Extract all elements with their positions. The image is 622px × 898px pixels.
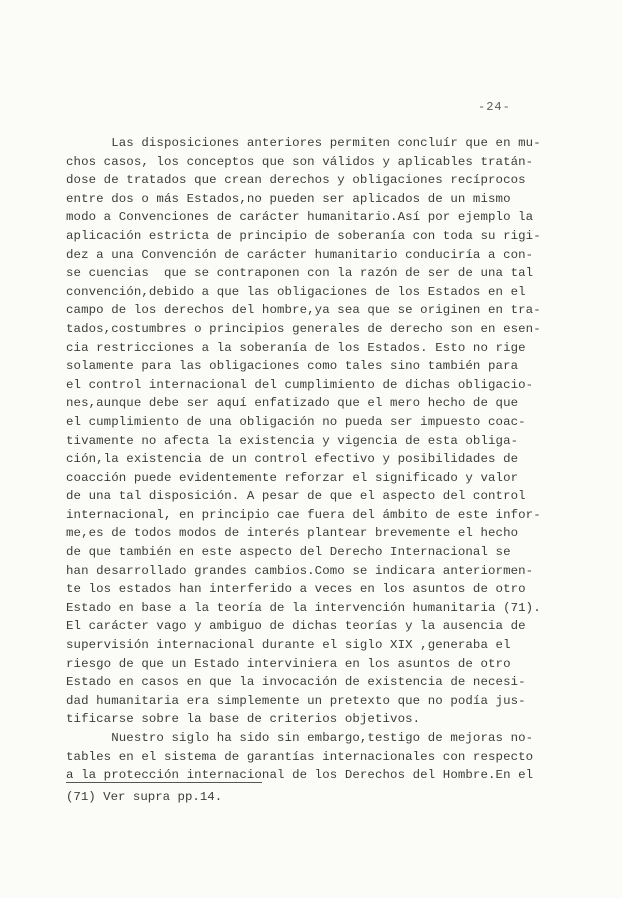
text-line: ción,la existencia de un control efectivo y posibilidades de xyxy=(66,452,519,467)
text-line: se cuencias que se contraponen con la razón de ser de una tal xyxy=(66,266,534,281)
text-line: a la protección internacional de los Derechos del Hombre.En el xyxy=(66,768,534,783)
text-line: nes,aunque debe ser aquí enfatizado que el mero hecho de que xyxy=(66,396,519,411)
page-number: -24- xyxy=(478,100,511,114)
text-line: tificarse sobre la base de criterios objetivos. xyxy=(66,712,421,727)
text-line: riesgo de que un Estado interviniera en los asuntos de otro xyxy=(66,656,511,671)
text-line: Las disposiciones anteriores permiten concluír que en mu- xyxy=(66,136,541,150)
text-line: internacional, en principio cae fuera del ámbito de este infor- xyxy=(66,507,541,522)
text-line: modo a Convenciones de carácter humanitario.Así por ejemplo la xyxy=(66,210,534,225)
text-line: supervisión internacional durante el siglo XIX ,generaba el xyxy=(66,638,511,653)
text-line: Estado en base a la teoría de la intervención humanitaria (71). xyxy=(66,600,541,615)
text-line: el control internacional del cumplimiento de dichas obligacio- xyxy=(66,377,534,392)
text-line: Nuestro siglo ha sido sin embargo,testigo de mejoras no- xyxy=(66,731,534,745)
text-line: campo de los derechos del hombre,ya sea que se originen en tra- xyxy=(66,303,541,318)
text-line: cia restricciones a la soberanía de los Estados. Esto no rige xyxy=(66,340,526,355)
text-line: entre dos o más Estados,no pueden ser aplicados de un mismo xyxy=(66,191,511,206)
text-line: de que también en este aspecto del Derecho Internacional se xyxy=(66,545,511,560)
footnote-divider xyxy=(66,782,262,783)
text-line: han desarrollado grandes cambios.Como se indicara anteriormen- xyxy=(66,563,534,578)
text-line: convención,debido a que las obligaciones de los Estados en el xyxy=(66,284,526,299)
text-line: tados,costumbres o principios generales de derecho son en esen- xyxy=(66,321,541,336)
text-line: tivamente no afecta la existencia y vigencia de esta obliga- xyxy=(66,433,519,448)
text-line: me,es de todos modos de interés plantear brevemente el hecho xyxy=(66,526,519,541)
text-line: aplicación estricta de principio de soberanía con toda su rigi- xyxy=(66,228,541,243)
text-line: coacción puede evidentemente reforzar el significado y valor xyxy=(66,470,519,485)
text-line: dez a una Convención de carácter humanitario conduciría a con- xyxy=(66,247,534,262)
text-line: tables en el sistema de garantías internacionales con respecto xyxy=(66,749,534,764)
text-line: dad humanitaria era simplemente un pretexto que no podía jus- xyxy=(66,693,526,708)
text-line: el cumplimiento de una obligación no pueda ser impuesto coac- xyxy=(66,414,526,429)
text-line: chos casos, los conceptos que son válidos y aplicables tratán- xyxy=(66,154,534,169)
text-line: solamente para las obligaciones como tales sino también para xyxy=(66,359,519,374)
text-line: dose de tratados que crean derechos y obligaciones recíprocos xyxy=(66,173,526,188)
text-line: Estado en casos en que la invocación de existencia de necesi- xyxy=(66,675,526,690)
body-text xyxy=(66,134,546,785)
text-line: de una tal disposición. A pesar de que el aspecto del control xyxy=(66,489,526,504)
footnote: (71) Ver supra pp.14. xyxy=(66,790,223,804)
text-line: te los estados han interferido a veces en los asuntos de otro xyxy=(66,582,526,597)
text-line: El carácter vago y ambiguo de dichas teorías y la ausencia de xyxy=(66,619,526,634)
